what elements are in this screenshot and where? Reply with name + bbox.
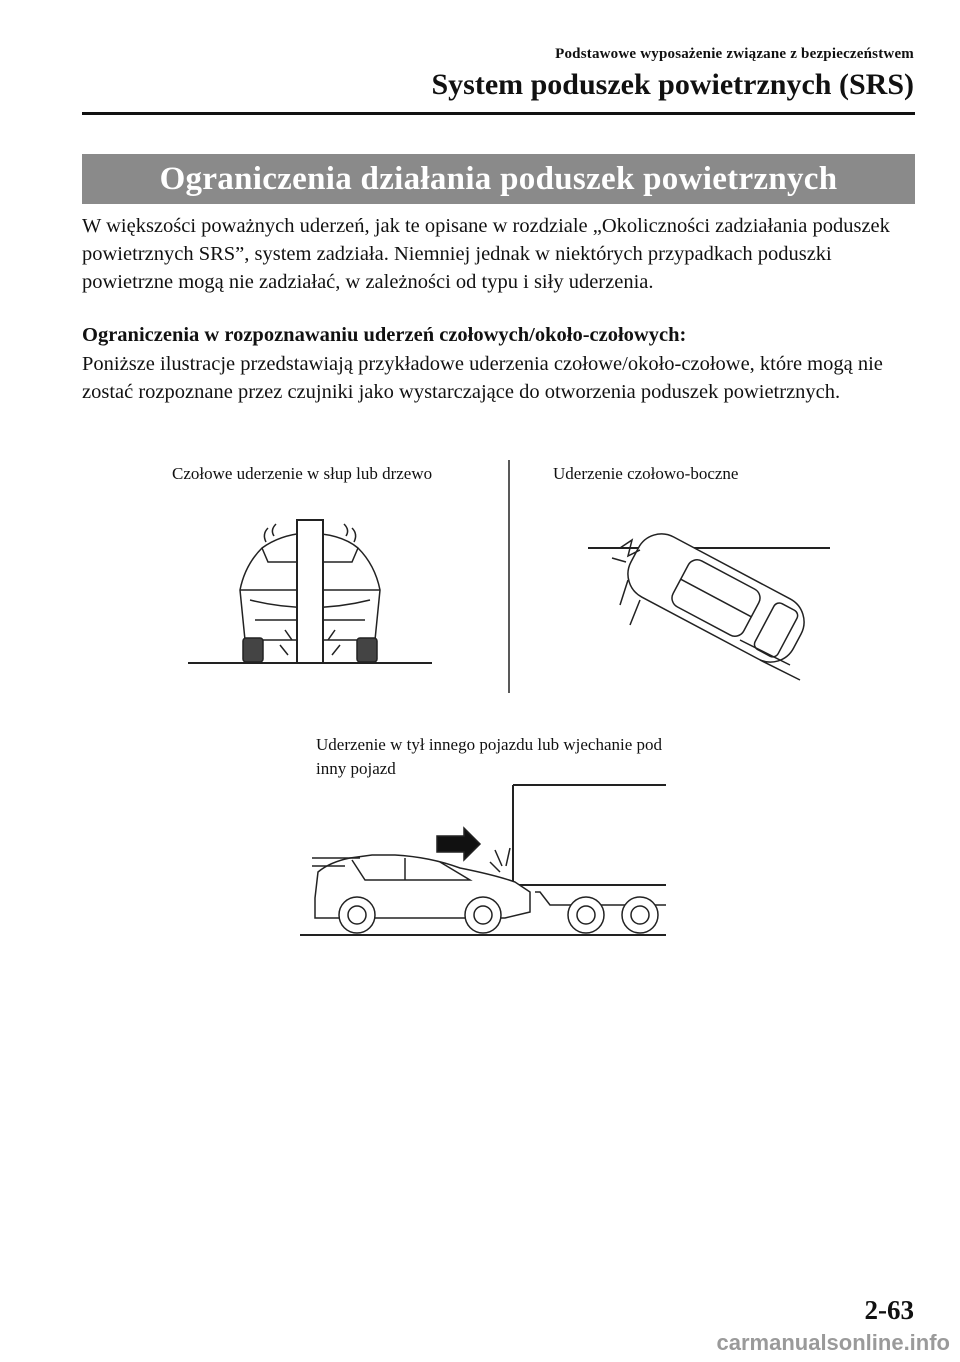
figure-caption-underride: Uderzenie w tył innego pojazdu lub wjechanie pod inny pojazd <box>316 735 663 778</box>
intro-paragraph: W większości poważnych uderzeń, jak te opisane w rozdziale „Okoliczności zadziałania poduszek powietrznych SRS”, system zadziała. Niemniej jednak w niektórych przypadkach poduszki powietrzne mogą nie zadziałać, w zależności od typu i siły uderzenia. <box>82 215 890 293</box>
pole-impact-illustration <box>188 520 432 663</box>
body-paragraph: Poniższe ilustracje przedstawiają przykładowe uderzenia czołowe/około-czołowe, które mogą nie zostać rozpoznane przez czujniki jako wystarczające do otworzenia poduszek powietrznych. <box>82 353 883 403</box>
figure-caption-oblique: Uderzenie czołowo-boczne <box>553 464 739 483</box>
oblique-impact-illustration <box>588 525 830 680</box>
page-number: 2-63 <box>864 1295 914 1325</box>
underride-illustration <box>300 785 666 935</box>
watermark: carmanualsonline.info <box>716 1330 950 1355</box>
section-heading: Ograniczenia działania poduszek powietrznych <box>82 154 915 204</box>
figure-caption-pole: Czołowe uderzenie w słup lub drzewo <box>172 464 433 483</box>
header-subtitle: Podstawowe wyposażenie związane z bezpieczeństwem <box>555 46 914 62</box>
page-title: System poduszek powietrznych (SRS) <box>431 68 914 101</box>
subheading: Ograniczenia w rozpoznawaniu uderzeń czołowych/około-czołowych: <box>82 324 687 346</box>
